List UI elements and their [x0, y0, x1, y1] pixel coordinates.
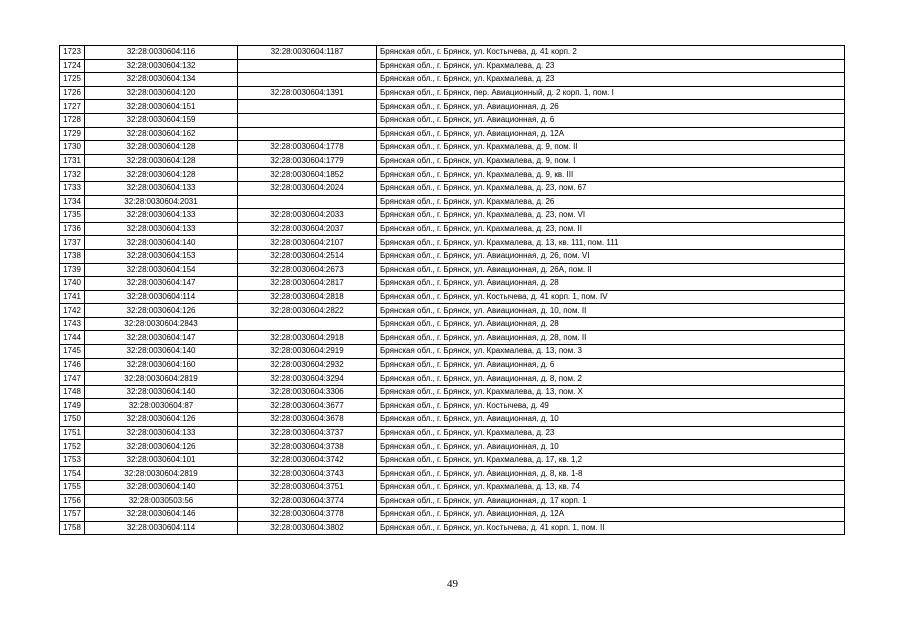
table-row — [60, 481, 845, 495]
object-number-cell: 32:28:0030604:2818 — [238, 290, 377, 304]
row-number-cell: 1740 — [60, 277, 85, 291]
parcel-number-cell: 32:28:0030503:56 — [85, 494, 238, 508]
cadastral-table — [59, 45, 845, 535]
parcel-number-cell: 32:28:0030604:147 — [85, 277, 238, 291]
table-row — [60, 100, 845, 114]
parcel-number-cell: 32:28:0030604:126 — [85, 304, 238, 318]
row-number-cell: 1743 — [60, 317, 85, 331]
parcel-number-cell: 32:28:0030604:132 — [85, 59, 238, 73]
table-row — [60, 399, 845, 413]
table-row — [60, 331, 845, 345]
parcel-number-cell: 32:28:0030604:140 — [85, 481, 238, 495]
object-number-cell: 32:28:0030604:2037 — [238, 222, 377, 236]
parcel-number-cell: 32:28:0030604:133 — [85, 181, 238, 195]
table-row — [60, 358, 845, 372]
parcel-number-cell: 32:28:0030604:133 — [85, 209, 238, 223]
address-cell: Брянская обл., г. Брянск, ул. Авиационная, д. 28 — [377, 317, 845, 331]
object-number-cell: 32:28:0030604:3743 — [238, 467, 377, 481]
object-number-cell: 32:28:0030604:1852 — [238, 168, 377, 182]
table-row — [60, 385, 845, 399]
parcel-number-cell: 32:28:0030604:154 — [85, 263, 238, 277]
table-row — [60, 168, 845, 182]
address-cell: Брянская обл., г. Брянск, ул. Авиационная, д. 26 — [377, 100, 845, 114]
object-number-cell: 32:28:0030604:3678 — [238, 413, 377, 427]
address-cell: Брянская обл., г. Брянск, ул. Крахмалева, д. 17, кв. 1,2 — [377, 453, 845, 467]
object-number-cell: 32:28:0030604:2673 — [238, 263, 377, 277]
row-number-cell: 1744 — [60, 331, 85, 345]
parcel-number-cell: 32:28:0030604:140 — [85, 385, 238, 399]
table-row — [60, 277, 845, 291]
address-cell: Брянская обл., г. Брянск, ул. Крахмалева, д. 13, пом. X — [377, 385, 845, 399]
row-number-cell: 1753 — [60, 453, 85, 467]
table-row — [60, 345, 845, 359]
row-number-cell: 1733 — [60, 181, 85, 195]
parcel-number-cell: 32:28:0030604:151 — [85, 100, 238, 114]
object-number-cell: 32:28:0030604:3778 — [238, 508, 377, 522]
row-number-cell: 1746 — [60, 358, 85, 372]
address-cell: Брянская обл., г. Брянск, ул. Авиационная, д. 10 — [377, 440, 845, 454]
object-number-cell: 32:28:0030604:2024 — [238, 181, 377, 195]
table-row — [60, 113, 845, 127]
table-row — [60, 413, 845, 427]
parcel-number-cell: 32:28:0030604:153 — [85, 249, 238, 263]
table-row — [60, 86, 845, 100]
row-number-cell: 1739 — [60, 263, 85, 277]
parcel-number-cell: 32:28:0030604:147 — [85, 331, 238, 345]
row-number-cell: 1727 — [60, 100, 85, 114]
row-number-cell: 1737 — [60, 236, 85, 250]
row-number-cell: 1735 — [60, 209, 85, 223]
parcel-number-cell: 32:28:0030604:160 — [85, 358, 238, 372]
parcel-number-cell: 32:28:0030604:128 — [85, 141, 238, 155]
row-number-cell: 1726 — [60, 86, 85, 100]
parcel-number-cell: 32:28:0030604:101 — [85, 453, 238, 467]
address-cell: Брянская обл., г. Брянск, ул. Крахмалева, д. 23, пом. II — [377, 222, 845, 236]
table-row — [60, 372, 845, 386]
parcel-number-cell: 32:28:0030604:2031 — [85, 195, 238, 209]
cadastral-table-body — [60, 46, 845, 535]
parcel-number-cell: 32:28:0030604:162 — [85, 127, 238, 141]
address-cell: Брянская обл., г. Брянск, ул. Костычева, д. 41 корп. 1, пом. II — [377, 521, 845, 535]
object-number-cell: 32:28:0030604:3742 — [238, 453, 377, 467]
address-cell: Брянская обл., г. Брянск, ул. Крахмалева, д. 9, пом. II — [377, 141, 845, 155]
parcel-number-cell: 32:28:0030604:134 — [85, 73, 238, 87]
address-cell: Брянская обл., г. Брянск, ул. Авиационная, д. 8, пом. 2 — [377, 372, 845, 386]
object-number-cell: 32:28:0030604:2817 — [238, 277, 377, 291]
parcel-number-cell: 32:28:0030604:126 — [85, 440, 238, 454]
object-number-cell: 32:28:0030604:2919 — [238, 345, 377, 359]
table-row — [60, 59, 845, 73]
row-number-cell: 1736 — [60, 222, 85, 236]
row-number-cell: 1725 — [60, 73, 85, 87]
object-number-cell: 32:28:0030604:2918 — [238, 331, 377, 345]
address-cell: Брянская обл., г. Брянск, ул. Костычева, д. 41 корп. 1, пом. IV — [377, 290, 845, 304]
object-number-cell: 32:28:0030604:1779 — [238, 154, 377, 168]
address-cell: Брянская обл., г. Брянск, ул. Костычева, д. 49 — [377, 399, 845, 413]
page-number: 49 — [447, 578, 458, 590]
address-cell: Брянская обл., г. Брянск, ул. Крахмалева, д. 23 — [377, 59, 845, 73]
table-row — [60, 127, 845, 141]
address-cell: Брянская обл., г. Брянск, ул. Крахмалева, д. 13, кв. 111, пом. 111 — [377, 236, 845, 250]
address-cell: Брянская обл., г. Брянск, ул. Авиационная, д. 12А — [377, 508, 845, 522]
object-number-cell — [238, 127, 377, 141]
parcel-number-cell: 32:28:0030604:2819 — [85, 372, 238, 386]
address-cell: Брянская обл., г. Брянск, ул. Авиационная, д. 28 — [377, 277, 845, 291]
row-number-cell: 1756 — [60, 494, 85, 508]
object-number-cell: 32:28:0030604:3294 — [238, 372, 377, 386]
table-row — [60, 181, 845, 195]
address-cell: Брянская обл., г. Брянск, ул. Крахмалева, д. 9, пом. I — [377, 154, 845, 168]
table-row — [60, 508, 845, 522]
table-row — [60, 440, 845, 454]
table-row — [60, 141, 845, 155]
address-cell: Брянская обл., г. Брянск, ул. Авиационная, д. 28, пом. II — [377, 331, 845, 345]
table-row — [60, 209, 845, 223]
address-cell: Брянская обл., г. Брянск, ул. Крахмалева, д. 23, пом. 67 — [377, 181, 845, 195]
table-row — [60, 304, 845, 318]
parcel-number-cell: 32:28:0030604:2843 — [85, 317, 238, 331]
object-number-cell: 32:28:0030604:1391 — [238, 86, 377, 100]
address-cell: Брянская обл., г. Брянск, ул. Авиационная, д. 26А, пом. II — [377, 263, 845, 277]
table-row — [60, 494, 845, 508]
parcel-number-cell: 32:28:0030604:133 — [85, 426, 238, 440]
parcel-number-cell: 32:28:0030604:140 — [85, 345, 238, 359]
object-number-cell: 32:28:0030604:3306 — [238, 385, 377, 399]
row-number-cell: 1724 — [60, 59, 85, 73]
row-number-cell: 1732 — [60, 168, 85, 182]
object-number-cell — [238, 100, 377, 114]
row-number-cell: 1748 — [60, 385, 85, 399]
address-cell: Брянская обл., г. Брянск, ул. Авиационная, д. 10, пом. II — [377, 304, 845, 318]
address-cell: Брянская обл., г. Брянск, пер. Авиационный, д. 2 корп. 1, пом. I — [377, 86, 845, 100]
table-row — [60, 236, 845, 250]
object-number-cell: 32:28:0030604:3802 — [238, 521, 377, 535]
parcel-number-cell: 32:28:0030604:2819 — [85, 467, 238, 481]
object-number-cell: 32:28:0030604:3737 — [238, 426, 377, 440]
parcel-number-cell: 32:28:0030604:133 — [85, 222, 238, 236]
object-number-cell: 32:28:0030604:3677 — [238, 399, 377, 413]
object-number-cell: 32:28:0030604:2822 — [238, 304, 377, 318]
object-number-cell: 32:28:0030604:3774 — [238, 494, 377, 508]
object-number-cell — [238, 317, 377, 331]
table-row — [60, 249, 845, 263]
table-row — [60, 154, 845, 168]
row-number-cell: 1728 — [60, 113, 85, 127]
table-row — [60, 453, 845, 467]
row-number-cell: 1731 — [60, 154, 85, 168]
object-number-cell — [238, 195, 377, 209]
table-row — [60, 263, 845, 277]
parcel-number-cell: 32:28:0030604:126 — [85, 413, 238, 427]
address-cell: Брянская обл., г. Брянск, ул. Авиационная, д. 10 — [377, 413, 845, 427]
row-number-cell: 1741 — [60, 290, 85, 304]
table-row — [60, 290, 845, 304]
row-number-cell: 1751 — [60, 426, 85, 440]
row-number-cell: 1745 — [60, 345, 85, 359]
parcel-number-cell: 32:28:0030604:116 — [85, 46, 238, 60]
table-row — [60, 46, 845, 60]
row-number-cell: 1729 — [60, 127, 85, 141]
row-number-cell: 1738 — [60, 249, 85, 263]
parcel-number-cell: 32:28:0030604:87 — [85, 399, 238, 413]
parcel-number-cell: 32:28:0030604:140 — [85, 236, 238, 250]
object-number-cell — [238, 73, 377, 87]
table-row — [60, 521, 845, 535]
table-row — [60, 317, 845, 331]
parcel-number-cell: 32:28:0030604:146 — [85, 508, 238, 522]
address-cell: Брянская обл., г. Брянск, ул. Авиационная, д. 26, пом. VI — [377, 249, 845, 263]
object-number-cell: 32:28:0030604:3751 — [238, 481, 377, 495]
address-cell: Брянская обл., г. Брянск, ул. Авиационная, д. 6 — [377, 113, 845, 127]
parcel-number-cell: 32:28:0030604:159 — [85, 113, 238, 127]
row-number-cell: 1749 — [60, 399, 85, 413]
address-cell: Брянская обл., г. Брянск, ул. Авиационная, д. 12А — [377, 127, 845, 141]
parcel-number-cell: 32:28:0030604:120 — [85, 86, 238, 100]
table-row — [60, 467, 845, 481]
parcel-number-cell: 32:28:0030604:128 — [85, 168, 238, 182]
row-number-cell: 1752 — [60, 440, 85, 454]
object-number-cell: 32:28:0030604:2514 — [238, 249, 377, 263]
row-number-cell: 1747 — [60, 372, 85, 386]
row-number-cell: 1730 — [60, 141, 85, 155]
address-cell: Брянская обл., г. Брянск, ул. Авиационная, д. 8, кв. 1-8 — [377, 467, 845, 481]
object-number-cell: 32:28:0030604:3738 — [238, 440, 377, 454]
address-cell: Брянская обл., г. Брянск, ул. Крахмалева, д. 13, кв. 74 — [377, 481, 845, 495]
address-cell: Брянская обл., г. Брянск, ул. Крахмалева, д. 13, пом. 3 — [377, 345, 845, 359]
table-row — [60, 222, 845, 236]
parcel-number-cell: 32:28:0030604:114 — [85, 290, 238, 304]
row-number-cell: 1755 — [60, 481, 85, 495]
address-cell: Брянская обл., г. Брянск, ул. Крахмалева, д. 23, пом. VI — [377, 209, 845, 223]
object-number-cell — [238, 113, 377, 127]
object-number-cell: 32:28:0030604:2033 — [238, 209, 377, 223]
object-number-cell: 32:28:0030604:1778 — [238, 141, 377, 155]
address-cell: Брянская обл., г. Брянск, ул. Крахмалева, д. 23 — [377, 426, 845, 440]
address-cell: Брянская обл., г. Брянск, ул. Крахмалева, д. 26 — [377, 195, 845, 209]
address-cell: Брянская обл., г. Брянск, ул. Авиационная, д. 6 — [377, 358, 845, 372]
table-row — [60, 195, 845, 209]
object-number-cell: 32:28:0030604:2107 — [238, 236, 377, 250]
address-cell: Брянская обл., г. Брянск, ул. Авиационная, д. 17 корп. 1 — [377, 494, 845, 508]
row-number-cell: 1742 — [60, 304, 85, 318]
address-cell: Брянская обл., г. Брянск, ул. Крахмалева, д. 23 — [377, 73, 845, 87]
table-row — [60, 73, 845, 87]
table-row — [60, 426, 845, 440]
object-number-cell — [238, 59, 377, 73]
row-number-cell: 1723 — [60, 46, 85, 60]
row-number-cell: 1754 — [60, 467, 85, 481]
parcel-number-cell: 32:28:0030604:128 — [85, 154, 238, 168]
row-number-cell: 1758 — [60, 521, 85, 535]
address-cell: Брянская обл., г. Брянск, ул. Крахмалева, д. 9, кв. III — [377, 168, 845, 182]
row-number-cell: 1734 — [60, 195, 85, 209]
row-number-cell: 1757 — [60, 508, 85, 522]
address-cell: Брянская обл., г. Брянск, ул. Костычева, д. 41 корп. 2 — [377, 46, 845, 60]
object-number-cell: 32:28:0030604:2932 — [238, 358, 377, 372]
object-number-cell: 32:28:0030604:1187 — [238, 46, 377, 60]
parcel-number-cell: 32:28:0030604:114 — [85, 521, 238, 535]
row-number-cell: 1750 — [60, 413, 85, 427]
